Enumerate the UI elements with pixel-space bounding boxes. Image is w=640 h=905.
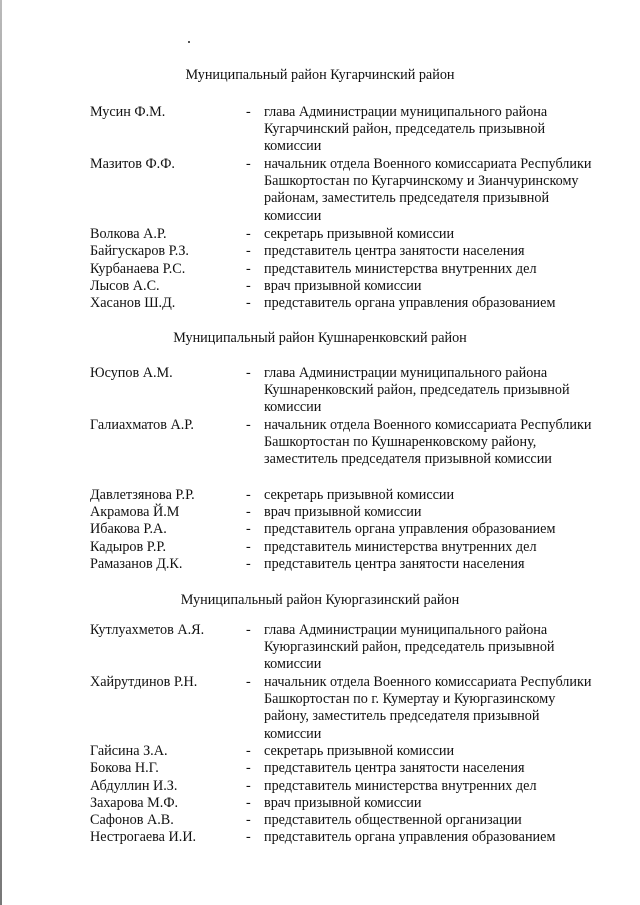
member-name: Кутлуахметов А.Я. — [90, 622, 205, 638]
member-role: начальник отдела Военного комиссариата Республики Башкортостан по г. Кумертау и Куюргазинскому району, заместитель председателя призывной комиссии — [264, 674, 592, 742]
member-name: Акрамова Й.М — [90, 504, 180, 520]
member-name: Лысов А.С. — [90, 278, 160, 294]
separator-dash: - — [246, 295, 251, 311]
member-role: секретарь призывной комиссии — [264, 226, 455, 242]
separator-dash: - — [246, 226, 251, 242]
member-name: Рамазанов Д.К. — [90, 556, 183, 572]
member-role: представитель центра занятости населения — [264, 760, 525, 776]
member-role: представитель министерства внутренних дел — [264, 539, 537, 555]
member-name: Захарова М.Ф. — [90, 795, 179, 811]
member-role: врач призывной комиссии — [264, 795, 422, 811]
member-role: представитель органа управления образованием — [264, 295, 556, 311]
member-role: представитель общественной организации — [264, 812, 522, 828]
member-role: секретарь призывной комиссии — [264, 487, 455, 503]
scan-speck — [188, 41, 190, 43]
member-role: представитель органа управления образованием — [264, 829, 556, 845]
separator-dash: - — [246, 156, 251, 172]
separator-dash: - — [246, 556, 251, 572]
separator-dash: - — [246, 417, 251, 433]
separator-dash: - — [246, 622, 251, 638]
member-role: начальник отдела Военного комиссариата Республики Башкортостан по Кугарчинскому и Зианчуринскому районам, заместитель председателя призывной комиссии — [264, 156, 592, 224]
member-role: врач призывной комиссии — [264, 278, 422, 294]
separator-dash: - — [246, 829, 251, 845]
member-name: Мусин Ф.М. — [90, 104, 166, 120]
member-role: представитель министерства внутренних дел — [264, 778, 537, 794]
scan-edge — [0, 0, 2, 905]
member-role: представитель центра занятости населения — [264, 243, 525, 259]
separator-dash: - — [246, 261, 251, 277]
member-name: Хайрутдинов Р.Н. — [90, 674, 198, 690]
member-name: Гайсина З.А. — [90, 743, 168, 759]
member-role: представитель центра занятости населения — [264, 556, 525, 572]
separator-dash: - — [246, 760, 251, 776]
member-name: Бокова Н.Г. — [90, 760, 159, 776]
separator-dash: - — [246, 674, 251, 690]
separator-dash: - — [246, 778, 251, 794]
separator-dash: - — [246, 539, 251, 555]
section-title-kugarchinsky: Муниципальный район Кугарчинский район — [185, 67, 455, 83]
member-role: представитель органа управления образованием — [264, 521, 556, 537]
separator-dash: - — [246, 743, 251, 759]
member-name: Хасанов Ш.Д. — [90, 295, 176, 311]
separator-dash: - — [246, 278, 251, 294]
separator-dash: - — [246, 795, 251, 811]
member-name: Мазитов Ф.Ф. — [90, 156, 175, 172]
member-role: глава Администрации муниципального района Куюргазинский район, председатель призывной комиссии — [264, 622, 555, 673]
member-name: Волкова А.Р. — [90, 226, 167, 242]
separator-dash: - — [246, 365, 251, 381]
member-role: представитель министерства внутренних дел — [264, 261, 537, 277]
member-name: Ибакова Р.А. — [90, 521, 167, 537]
section-title-kushnarenkovsky: Муниципальный район Кушнаренковский район — [173, 330, 467, 346]
member-name: Байгускаров Р.З. — [90, 243, 189, 259]
separator-dash: - — [246, 521, 251, 537]
member-name: Курбанаева Р.С. — [90, 261, 186, 277]
separator-dash: - — [246, 243, 251, 259]
member-role: секретарь призывной комиссии — [264, 743, 455, 759]
member-role: начальник отдела Военного комиссариата Республики Башкортостан по Кушнаренковскому району, заместитель председателя призывной комиссии — [264, 417, 592, 468]
separator-dash: - — [246, 812, 251, 828]
member-name: Галиахматов А.Р. — [90, 417, 194, 433]
member-name: Юсупов А.М. — [90, 365, 173, 381]
member-role: глава Администрации муниципального района Кугарчинский район, председатель призывной комиссии — [264, 104, 548, 155]
member-name: Давлетзянова Р.Р. — [90, 487, 195, 503]
separator-dash: - — [246, 104, 251, 120]
section-title-kuyurgazinsky: Муниципальный район Куюргазинский район — [180, 592, 460, 608]
member-name: Кадыров Р.Р. — [90, 539, 167, 555]
member-name: Нестрогаева И.И. — [90, 829, 197, 845]
member-name: Абдуллин И.З. — [90, 778, 178, 794]
member-role: глава Администрации муниципального района Кушнаренковский район, председатель призывной комиссии — [264, 365, 570, 416]
member-name: Сафонов А.В. — [90, 812, 174, 828]
separator-dash: - — [246, 487, 251, 503]
member-role: врач призывной комиссии — [264, 504, 422, 520]
separator-dash: - — [246, 504, 251, 520]
